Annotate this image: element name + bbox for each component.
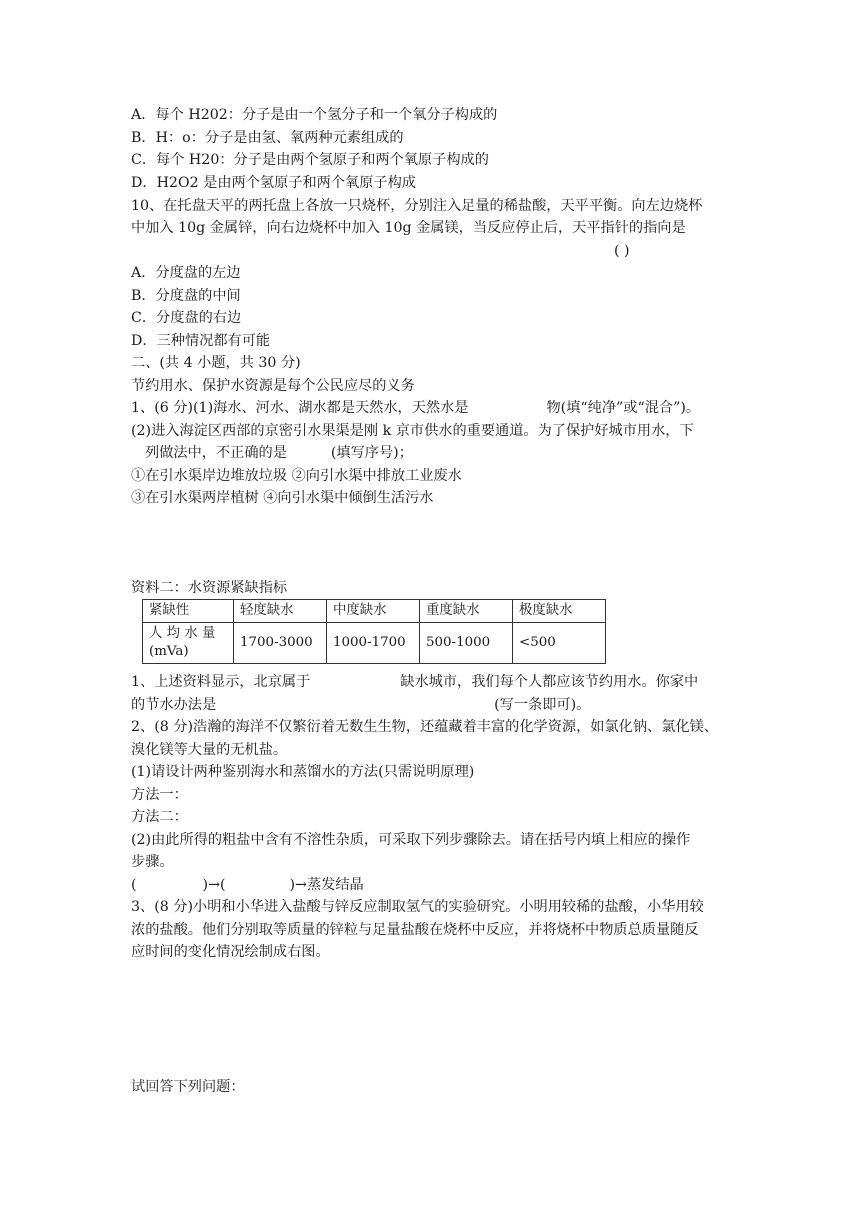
table-header-cell: 重度缺水: [420, 600, 513, 623]
option-b: B．H：o：分子是由氢、氧两种元素组成的: [131, 130, 404, 146]
option-c: C．每个 H20：分子是由两个氢原子和两个氧原子构成的: [131, 152, 489, 168]
question-2-part-1: (1)请设计两种鉴别海水和蒸馏水的方法(只需说明原理): [131, 764, 475, 780]
choice-row-2: ③在引水渠两岸植树 ④向引水渠中倾倒生活污水: [131, 490, 434, 506]
section-intro: 节约用水、保护水资源是每个公民应尽的义务: [131, 378, 415, 394]
question-1-line-3: [145, 443, 413, 463]
q10-option-d: D．三种情况都有可能: [131, 333, 271, 349]
material-two-title: 资料二：水资源紧缺指标: [131, 580, 288, 596]
q1-text-d: (填写序号)；: [330, 445, 413, 461]
q1-text-c: 列做法中，不正确的是: [145, 445, 287, 461]
question-1-followup-line-1: [131, 672, 698, 692]
table-cell: 1000-1700: [327, 623, 420, 664]
question-3-line-3: 应时间的变化情况绘制成右图。: [131, 944, 330, 960]
question-2-line-1: 2、(8 分)浩瀚的海洋不仅繁衍着无数生生物，还蕴藏着丰富的化学资源，如氯化钠、氯化镁、: [131, 719, 718, 735]
steps-end: )→蒸发结晶: [289, 877, 364, 893]
method-two: 方法二：: [131, 809, 188, 825]
answer-prompt: 试回答下列问题：: [131, 1079, 245, 1095]
row-label-line-2: (mVa): [149, 644, 189, 659]
question-3-line-1: 3、(8 分)小明和小华进入盐酸与锌反应制取氢气的实验研究。小明用较稀的盐酸，小华用较: [131, 899, 704, 915]
table-header-cell: 紧缺性: [143, 600, 234, 623]
row-label-line-1: 人 均 水 量: [149, 626, 216, 641]
table-header-cell: 中度缺水: [327, 600, 420, 623]
answer-bracket: ( ): [614, 243, 630, 259]
followup-text-b: 缺水城市，我们每个人都应该节约用水。你家中: [400, 674, 699, 690]
table-row-label: [143, 623, 234, 664]
option-d: D．H2O2 是由两个氢原子和两个氧原子构成: [131, 175, 416, 191]
q10-option-b: B．分度盘的中间: [131, 288, 241, 304]
table-cell: 1700-3000: [234, 623, 327, 664]
table-row: [143, 623, 606, 664]
q1-text-a: 1、(6 分)(1)海水、河水、湖水都是天然水，天然水是: [131, 400, 469, 416]
steps-open: (: [131, 877, 137, 893]
table-cell: 500-1000: [420, 623, 513, 664]
method-one: 方法一：: [131, 787, 188, 803]
question-10-line-1: 10、在托盘天平的两托盘上各放一只烧杯，分别注入足量的稀盐酸，天平平衡。向左边烧杯: [131, 198, 703, 214]
option-a: A．每个 H202：分子是由一个氢分子和一个氧分子构成的: [131, 107, 498, 123]
followup-text-c: 的节水办法是: [131, 697, 217, 713]
question-1-line-2: (2)进入海淀区西部的京密引水果渠是刚 k 京市供水的重要通道。为了保护好城市用水，下: [131, 423, 694, 439]
process-steps: [131, 875, 364, 895]
table-cell: <500: [513, 623, 606, 664]
table-header-cell: 轻度缺水: [234, 600, 327, 623]
question-2-line-2: 溴化镁等大量的无机盐。: [131, 742, 288, 758]
followup-text-d: (写一条即可)。: [494, 697, 591, 713]
water-shortage-table: [142, 599, 606, 664]
question-2-part-2: (2)由此所得的粗盐中含有不溶性杂质，可采取下列步骤除去。请在括号内填上相应的操作: [131, 832, 691, 848]
q1-text-b: 物(填“纯净”或“混合”)。: [546, 400, 701, 416]
choice-row-1: ①在引水渠岸边堆放垃圾 ②向引水渠中排放工业废水: [131, 468, 462, 484]
table-header-row: [143, 600, 606, 623]
question-3-line-2: 浓的盐酸。他们分别取等质量的锌粒与足量盐酸在烧杯中反应，并将烧杯中物质总质量随反: [131, 922, 699, 938]
q10-option-a: A．分度盘的左边: [131, 265, 241, 281]
question-1-line-1: [131, 398, 700, 418]
section-two-heading: 二、(共 4 小题，共 30 分): [131, 355, 301, 371]
q10-option-c: C．分度盘的右边: [131, 310, 242, 326]
question-2-part-2-cont: 步骤。: [131, 854, 174, 870]
table-header-cell: 极度缺水: [513, 600, 606, 623]
question-10-line-2: 中加入 10g 金属锌，向右边烧杯中加入 10g 金属镁，当反应停止后，天平指针的指向是: [131, 220, 686, 236]
followup-text-a: 1、上述资料显示，北京属于: [131, 674, 311, 690]
question-1-followup-line-2: [131, 695, 590, 715]
steps-middle: )→(: [202, 877, 226, 893]
